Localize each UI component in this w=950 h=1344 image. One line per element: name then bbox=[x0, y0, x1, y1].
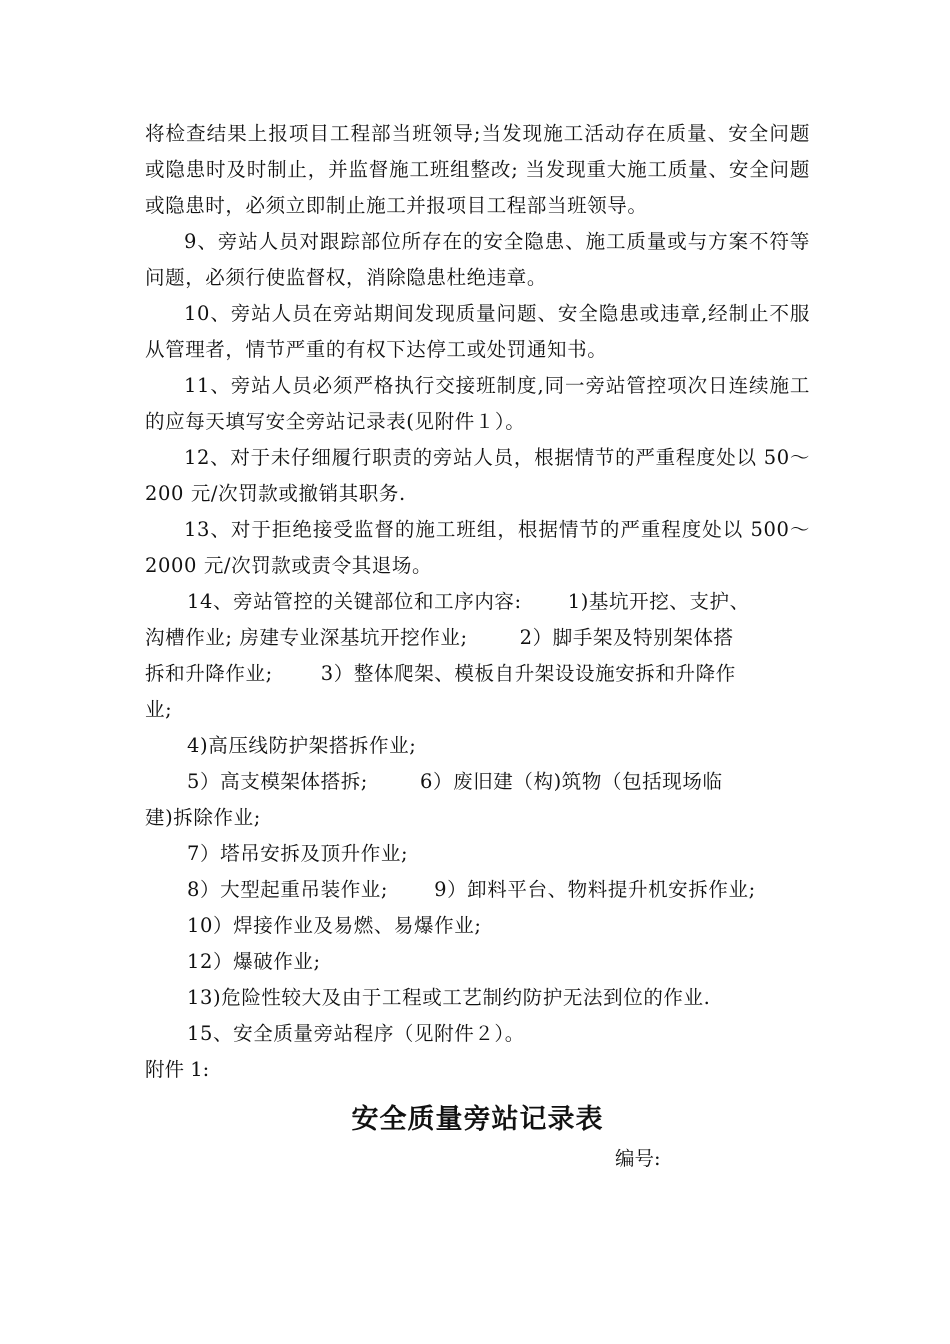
item-13: 13)危险性较大及由于工程或工艺制约防护无法到位的作业. bbox=[187, 986, 711, 1009]
form-number-label: 编号: bbox=[615, 1147, 661, 1170]
form-title: 安全质量旁站记录表 bbox=[351, 1104, 604, 1135]
item-2-text: 2）脚手架及特别架体搭 bbox=[519, 626, 734, 649]
paragraph-15: 15、安全质量旁站程序（见附件２）。 bbox=[187, 1022, 525, 1045]
paragraph-14-line-1 bbox=[145, 584, 810, 620]
paragraph-14 bbox=[145, 584, 810, 728]
attachment-label: 附件 1: bbox=[145, 1058, 210, 1081]
item-1-text: 1)基坑开挖、支护、 bbox=[567, 590, 750, 613]
item-6-continuation: 建)拆除作业; bbox=[145, 806, 261, 829]
paragraph-10: 10、旁站人员在旁站期间发现质量问题、安全隐患或违章,经制止不服从管理者，情节严重的有权下达停工或处罚通知书。 bbox=[145, 302, 810, 361]
item-2-continuation: 拆和升降作业; bbox=[145, 662, 273, 685]
item-6: 6）废旧建（构)筑物（包括现场临 bbox=[419, 770, 723, 793]
item-5-6-line bbox=[145, 764, 810, 800]
item-8-9-line bbox=[145, 872, 810, 908]
paragraph-8-continuation: 将检查结果上报项目工程部当班领导;当发现施工活动存在质量、安全问题或隐患时及时制止，并监督施工班组整改; 当发现重大施工质量、安全问题或隐患时，必须立即制止施工并报项目工程部当班领导。 bbox=[145, 122, 810, 217]
item-3-text: 3）整体爬架、模板自升架设设施安拆和升降作 bbox=[320, 662, 736, 685]
paragraph-11: 11、旁站人员必须严格执行交接班制度,同一旁站管控项次日连续施工的应每天填写安全旁站记录表(见附件１）。 bbox=[145, 374, 810, 433]
item-9: 9）卸料平台、物料提升机安拆作业; bbox=[434, 878, 756, 901]
paragraph-14-line-2 bbox=[145, 620, 810, 656]
item-8: 8）大型起重吊装作业; bbox=[187, 878, 389, 901]
paragraph-14-line-3 bbox=[145, 656, 810, 692]
paragraph-13: 13、对于拒绝接受监督的施工班组，根据情节的严重程度处以 500～2000 元/次罚款或责令其退场。 bbox=[145, 518, 810, 577]
item-1-continuation: 沟槽作业; 房建专业深基坑开挖作业; bbox=[145, 626, 468, 649]
item-7: 7）塔吊安拆及顶升作业; bbox=[187, 842, 409, 865]
paragraph-9: 9、旁站人员对跟踪部位所存在的安全隐患、施工质量或与方案不符等问题，必须行使监督权，消除隐患杜绝违章。 bbox=[145, 230, 810, 289]
paragraph-14-heading: 14、旁站管控的关键部位和工序内容: bbox=[187, 590, 522, 613]
paragraph-14-line-4: 业; bbox=[145, 698, 173, 721]
item-4: 4)高压线防护架搭拆作业; bbox=[187, 734, 417, 757]
item-5: 5）高支模架体搭拆; bbox=[187, 770, 368, 793]
paragraph-12: 12、对于未仔细履行职责的旁站人员，根据情节的严重程度处以 50～200 元/次罚款或撤销其职务. bbox=[145, 446, 810, 505]
item-12: 12）爆破作业; bbox=[187, 950, 321, 973]
document-page bbox=[145, 116, 810, 1176]
item-10: 10）焊接作业及易燃、易爆作业; bbox=[187, 914, 482, 937]
